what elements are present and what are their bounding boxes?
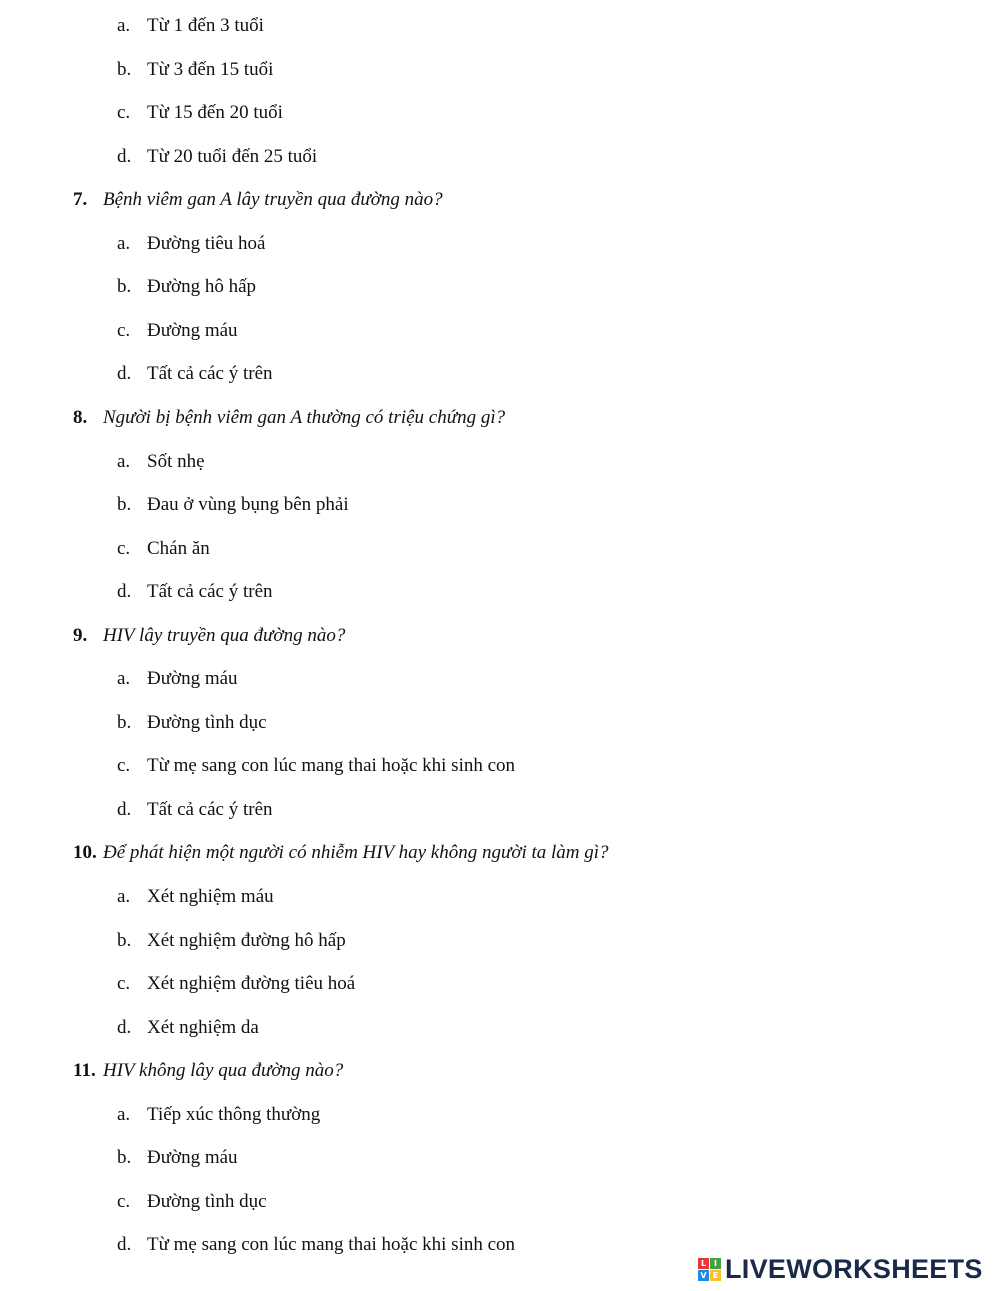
option-letter: d. — [117, 1234, 132, 1256]
option-letter: c. — [117, 1190, 131, 1212]
option-letter: a. — [117, 15, 131, 36]
option-letter: b. — [117, 1147, 132, 1169]
option-letter: d. — [117, 145, 132, 167]
option-text: Đường hô hấp — [147, 276, 256, 298]
option-letter: b. — [117, 929, 132, 951]
option-text: Từ 15 đến 20 tuổi — [147, 102, 283, 124]
question-text: Người bị bệnh viêm gan A thường có triệu chứng gì? — [103, 406, 506, 428]
option-letter: b. — [117, 276, 132, 298]
logo-tile-e: E — [710, 1270, 721, 1281]
logo-tile-v: V — [698, 1270, 709, 1281]
question-number: 10. — [73, 842, 97, 864]
option-letter: c. — [117, 319, 131, 341]
question-text: HIV không lây qua đường nào? — [103, 1060, 344, 1082]
option-letter: a. — [117, 1103, 131, 1125]
option-letter: d. — [117, 581, 132, 603]
option-text: Đau ở vùng bụng bên phải — [147, 494, 349, 515]
question-text: Để phát hiện một người có nhiễm HIV hay không người ta làm gì? — [103, 842, 609, 864]
logo-tile-i: I — [710, 1258, 721, 1269]
option-letter: c. — [117, 755, 131, 777]
question-text: HIV lây truyền qua đường nào? — [103, 624, 346, 646]
option-letter: d. — [117, 798, 132, 820]
liveworksheets-logo-icon — [698, 1258, 721, 1281]
option-text: Xét nghiệm máu — [147, 886, 274, 907]
option-letter: d. — [117, 1016, 132, 1038]
option-letter: c. — [117, 973, 131, 995]
option-letter: a. — [117, 886, 131, 907]
option-text: Đường tiêu hoá — [147, 232, 266, 254]
option-text: Đường máu — [147, 319, 238, 341]
option-letter: a. — [117, 232, 131, 254]
liveworksheets-brand[interactable] — [698, 1252, 983, 1286]
option-text: Tất cả các ý trên — [147, 798, 273, 820]
option-text: Từ mẹ sang con lúc mang thai hoặc khi sinh con — [147, 755, 516, 777]
option-text: Tất cả các ý trên — [147, 363, 273, 385]
option-text: Xét nghiệm đường hô hấp — [147, 929, 346, 951]
option-letter: d. — [117, 363, 132, 385]
option-text: Từ 1 đến 3 tuổi — [147, 15, 264, 36]
option-text: Xét nghiệm đường tiêu hoá — [147, 973, 356, 995]
option-letter: b. — [117, 494, 132, 515]
question-number: 9. — [73, 624, 88, 646]
option-letter: b. — [117, 58, 132, 80]
question-number: 8. — [73, 406, 88, 428]
option-text: Đường tình dục — [147, 711, 267, 733]
option-text: Sốt nhẹ — [147, 450, 205, 472]
question-text: Bệnh viêm gan A lây truyền qua đường nào? — [103, 189, 443, 211]
option-letter: b. — [117, 711, 132, 733]
option-letter: c. — [117, 537, 131, 559]
option-text: Đường máu — [147, 668, 238, 690]
option-text: Chán ăn — [147, 537, 210, 559]
option-text: Từ 3 đến 15 tuổi — [147, 58, 274, 80]
option-text: Xét nghiệm da — [147, 1016, 259, 1038]
option-text: Tất cả các ý trên — [147, 581, 273, 603]
logo-tile-l: L — [698, 1258, 709, 1269]
option-text: Đường máu — [147, 1147, 238, 1169]
option-text: Tiếp xúc thông thường — [147, 1103, 321, 1125]
option-text: Đường tình dục — [147, 1190, 267, 1212]
question-number: 11. — [73, 1060, 96, 1082]
option-letter: c. — [117, 102, 131, 124]
option-letter: a. — [117, 668, 131, 690]
question-number: 7. — [73, 189, 88, 211]
option-text: Từ mẹ sang con lúc mang thai hoặc khi sinh con — [147, 1234, 516, 1256]
brand-text: LIVEWORKSHEETS — [725, 1253, 983, 1284]
option-text: Từ 20 tuổi đến 25 tuổi — [147, 145, 318, 167]
option-letter: a. — [117, 450, 131, 472]
